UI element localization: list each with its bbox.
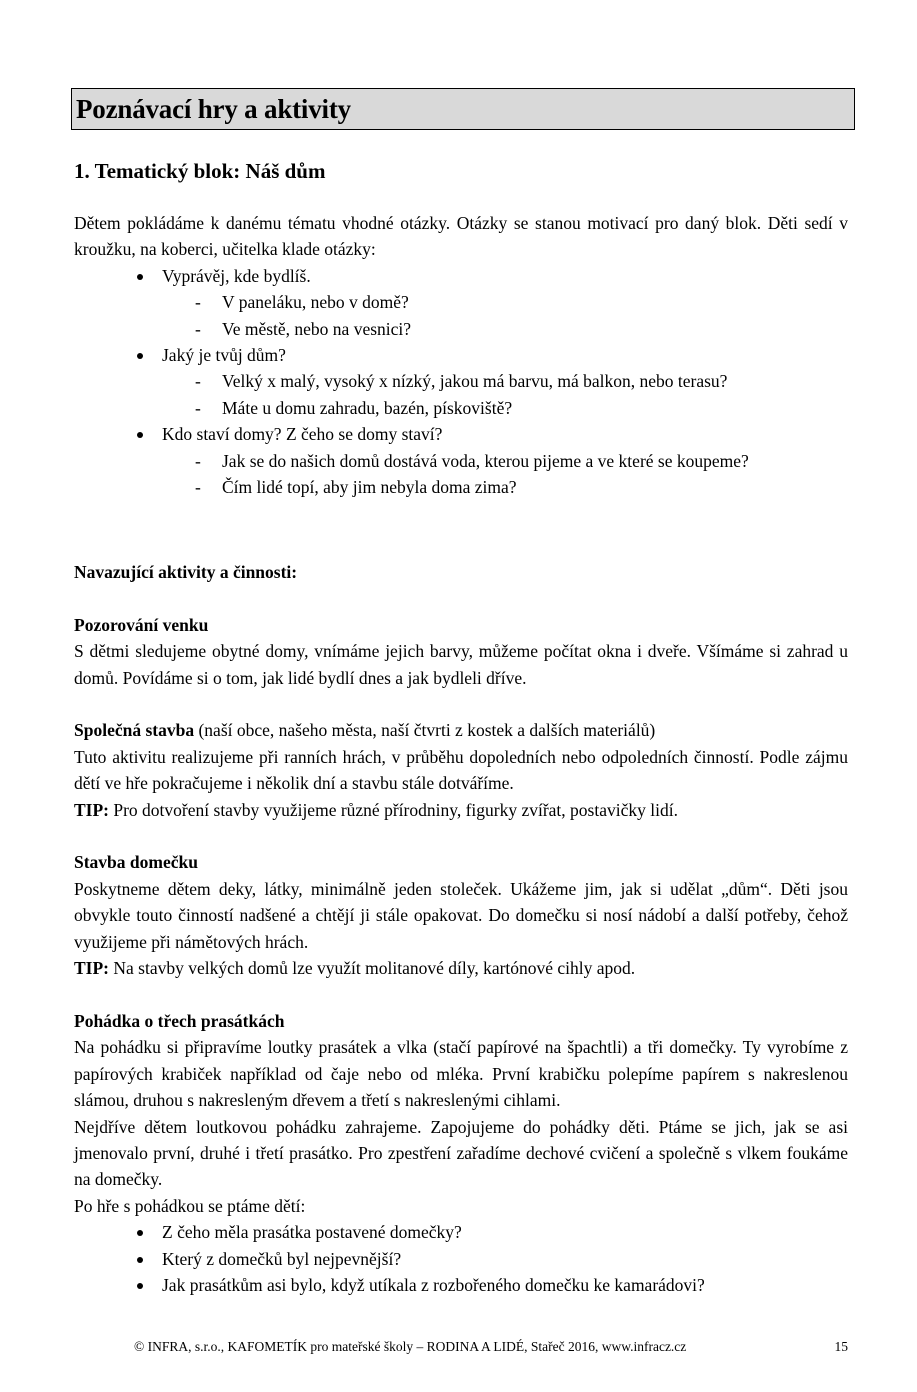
sub-question-item: - Ve městě, nebo na vesnici? <box>74 316 848 342</box>
intro-paragraph: Dětem pokládáme k danému tématu vhodné otázky. Otázky se stanou motivací pro daný blok. Děti sedí v kroužku, na koberci, učitelka klade otázky: <box>74 213 848 260</box>
question-item: Z čeho měla prasátka postavené domečky? <box>74 1219 848 1245</box>
sub-question-item: - Jak se do našich domů dostává voda, kterou pijeme a ve které se koupeme? <box>74 448 848 474</box>
activity-text: Po hře s pohádkou se ptáme dětí: <box>74 1195 306 1216</box>
intro-question-list <box>74 263 848 501</box>
tip-line <box>74 797 848 823</box>
activity-text: Na pohádku si připravíme loutky prasátek a vlka (stačí papírové na špachtli) a tři domečky. Ty vyrobíme z papírových krabiček například od čaje nebo od mléka. První krabičku polepíme papírem s nakreslenou slámou, druhou s nakresleným dřevem a třetí s nakreslenými cihlami. <box>74 1037 848 1111</box>
fairy-tale-question-list <box>74 1219 848 1298</box>
activities-heading: Navazující aktivity a činnosti: <box>74 562 298 582</box>
tip-text: Pro dotvoření stavby využijeme různé přírodniny, figurky zvířat, postavičky lidí. <box>109 799 678 820</box>
activities-section <box>74 559 848 1298</box>
question-item: Jaký je tvůj dům? - Velký x malý, vysoký x nízký, jakou má barvu, má balkon, nebo terasu? - Máte u domu zahradu, bazén, pískoviště? <box>74 342 848 421</box>
activity-title-line <box>74 717 848 743</box>
activity-text: S dětmi sledujeme obytné domy, vnímáme jejich barvy, můžeme počítat okna i dveře. Všímáme si zahrad u domů. Povídáme si o tom, jak lidé bydlí dnes a jak bydleli dříve. <box>74 641 848 688</box>
sub-question-item: - V paneláku, nebo v domě? <box>74 289 848 315</box>
question-item: Kdo staví domy? Z čeho se domy staví? - Jak se do našich domů dostává voda, kterou pijeme a ve které se koupeme? - Čím lidé topí, aby jim nebyla doma zima? <box>74 421 848 500</box>
page-footer <box>134 1339 848 1355</box>
footer-copyright: © INFRA, s.r.o., KAFOMETÍK pro mateřské školy – RODINA A LIDÉ, Stařeč 2016, www.infracz.cz <box>134 1339 687 1354</box>
section-heading: 1. Tematický blok: Náš dům <box>74 159 326 183</box>
activity-title: Pozorování venku <box>74 614 209 635</box>
question-item: Který z domečků byl nejpevnější? <box>74 1246 848 1272</box>
sub-question-item: - Velký x malý, vysoký x nízký, jakou má barvu, má balkon, nebo terasu? <box>74 368 848 394</box>
sub-question-item: - Čím lidé topí, aby jim nebyla doma zima? <box>74 474 848 500</box>
page-title-box <box>71 88 855 130</box>
tip-text: Na stavby velkých domů lze využít molitanové díly, kartónové cihly apod. <box>109 958 636 979</box>
activity-title: Pohádka o třech prasátkách <box>74 1010 285 1031</box>
activity-title: Společná stavba <box>74 720 195 741</box>
page-number: 15 <box>834 1339 848 1354</box>
activity-text: Poskytneme dětem deky, látky, minimálně jeden stoleček. Ukážeme jim, jak si udělat „dům“. Děti jsou obvykle touto činností nadšené a chtějí ji stále opakovat. Do domečku si nosí nádobí a další potřeby, čehož využijeme při námětových hrách. <box>74 878 848 952</box>
page-title: Poznávací hry a aktivity <box>76 94 351 124</box>
tip-label: TIP: <box>74 799 109 820</box>
tip-line <box>74 955 848 981</box>
question-item: Vyprávěj, kde bydlíš. - V paneláku, nebo v domě? - Ve městě, nebo na vesnici? <box>74 263 848 342</box>
question-item: Jak prasátkům asi bylo, když utíkala z rozbořeného domečku ke kamarádovi? <box>74 1272 848 1298</box>
activity-text: Tuto aktivitu realizujeme při ranních hrách, v průběhu dopoledních nebo odpoledních činností. Podle zájmu dětí ve hře pokračujeme i několik dní a stavbu stále dotváříme. <box>74 746 848 794</box>
tip-label: TIP: <box>74 958 109 979</box>
sub-question-item: - Máte u domu zahradu, bazén, pískoviště? <box>74 395 848 421</box>
activity-title-suffix: (naší obce, našeho města, naší čtvrti z kostek a dalších materiálů) <box>194 720 656 741</box>
intro-section <box>74 210 848 500</box>
activity-title: Stavba domečku <box>74 852 198 873</box>
activity-text: Nejdříve dětem loutkovou pohádku zahrajeme. Zapojujeme do pohádky děti. Ptáme se jich, jak se asi jmenovalo první, druhé i třetí prasátko. Pro zpestření zařadíme dechové cvičení a společně s vlkem foukáme na domečky. <box>74 1116 848 1190</box>
